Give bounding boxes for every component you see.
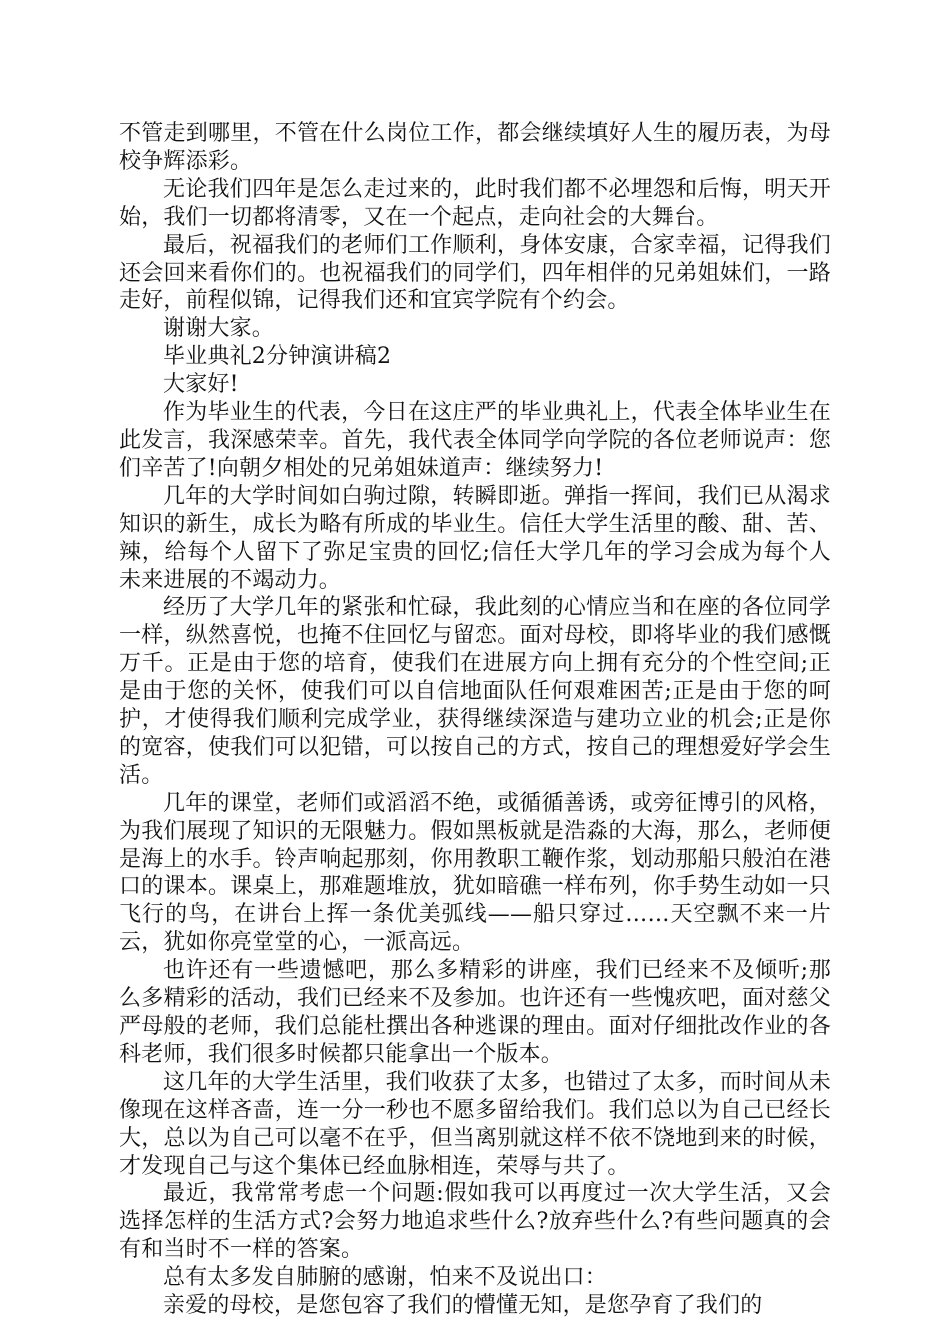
paragraph: 无论我们四年是怎么走过来的，此时我们都不必埋怨和后悔，明天开始，我们一切都将清零，又在一个起点，走向社会的大舞台。	[119, 176, 831, 230]
paragraph: 亲爱的母校，是您包容了我们的懵懂无知，是您孕育了我们的	[163, 1293, 763, 1319]
paragraph: 作为毕业生的代表，今日在这庄严的毕业典礼上，代表全体毕业生在此发言，我深感荣幸。首先，我代表全体同学向学院的各位老师说声：您们辛苦了!向朝夕相处的兄弟姐妹道声：继续努力!	[119, 400, 831, 481]
paragraph: 几年的课堂，老师们或滔滔不绝，或循循善诱，或旁征博引的风格，为我们展现了知识的无限魅力。假如黑板就是浩淼的大海，那么，老师便是海上的水手。铃声响起那刻，你用教职工鞭作浆，划动那船只般泊在港口的课本。课桌上，那难题堆放，犹如暗礁一样布列，你手势生动如一只飞行的鸟，在讲台上挥一条优美弧线——船只穿过……天空飘不来一片云，犹如你亮堂堂的心，一派高远。	[119, 790, 831, 956]
paragraph: 几年的大学时间如白驹过隙，转瞬即逝。弹指一挥间，我们已从渴求知识的新生，成长为略有所成的毕业生。信任大学生活里的酸、甜、苦、辣，给每个人留下了弥足宝贵的回忆;信任大学几年的学习会成为每个人未来进展的不竭动力。	[119, 483, 831, 593]
paragraph: 经历了大学几年的紧张和忙碌，我此刻的心情应当和在座的各位同学一样，纵然喜悦，也掩不住回忆与留恋。面对母校，即将毕业的我们感慨万千。正是由于您的培育，使我们在进展方向上拥有充分的个性空间;正是由于您的关怀，使我们可以自信地面队任何艰难困苦;正是由于您的呵护，才使得我们顺利完成学业，获得继续深造与建功立业的机会;正是你的宽容，使我们可以犯错，可以按自己的方式，按自己的理想爱好学会生活。	[119, 595, 831, 788]
paragraph: 也许还有一些遗憾吧，那么多精彩的讲座，我们已经来不及倾听;那么多精彩的活动，我们已经来不及参加。也许还有一些愧疚吧，面对慈父严母般的老师，我们总能杜撰出各种逃课的理由。面对仔细批改作业的各科老师，我们很多时候都只能拿出一个版本。	[119, 958, 831, 1067]
paragraph: 不管走到哪里，不管在什么岗位工作，都会继续填好人生的履历表，为母校争辉添彩。	[119, 121, 831, 174]
paragraph: 最近，我常常考虑一个问题:假如我可以再度过一次大学生活，又会选择怎样的生活方式?会努力地追求些什么?放弃些什么?有些问题真的会有和当时不一样的答案。	[119, 1181, 831, 1263]
paragraph: 大家好!	[163, 372, 239, 398]
paragraph: 最后，祝福我们的老师们工作顺利，身体安康，合家幸福，记得我们还会回来看你们的。也祝福我们的同学们，四年相伴的兄弟姐妹们，一路走好，前程似锦，记得我们还和宜宾学院有个约会。	[119, 232, 831, 314]
paragraph: 这几年的大学生活里，我们收获了太多，也错过了太多，而时间从未像现在这样吝啬，连一分一秒也不愿多留给我们。我们总以为自己已经长大，总以为自己可以毫不在乎，但当离别就这样不依不饶地到来的时候，才发现自己与这个集体已经血脉相连，荣辱与共了。	[119, 1069, 831, 1179]
paragraph: 谢谢大家。	[163, 316, 275, 342]
document-page	[119, 120, 831, 1320]
section-heading: 毕业典礼2分钟演讲稿2	[163, 344, 392, 370]
paragraph: 总有太多发自肺腑的感谢，怕来不及说出口：	[163, 1265, 608, 1291]
